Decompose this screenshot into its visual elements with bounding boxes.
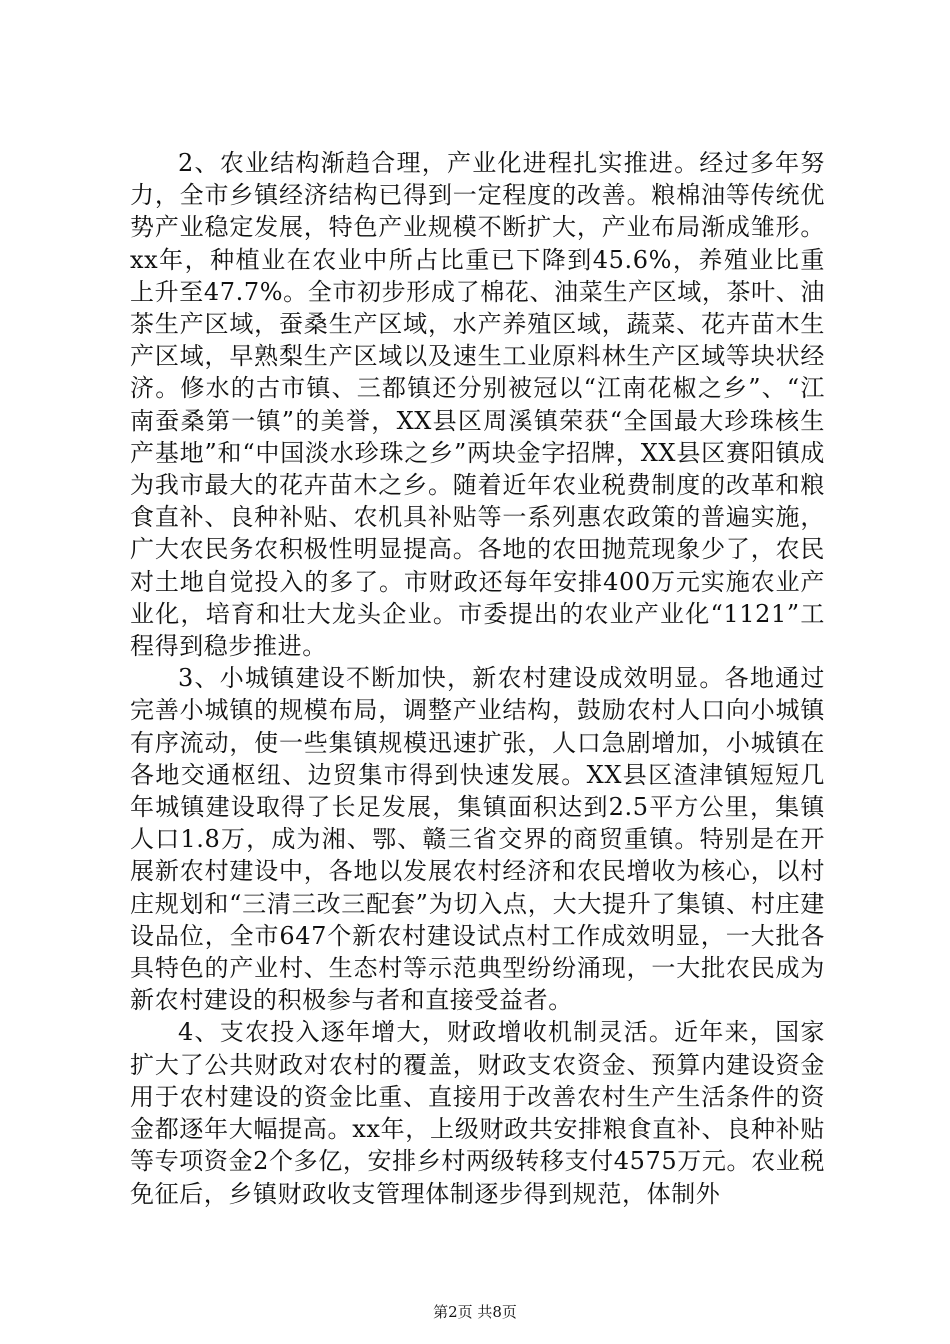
paragraph-agriculture-structure: 2、农业结构渐趋合理，产业化进程扎实推进。经过多年努力，全市乡镇经济结构已得到一定程度的改善。粮棉油等传统优势产业稳定发展，特色产业规模不断扩大，产业布局渐成雏形。xx年，种植业在农业中所占比重已下降到45.6%，养殖业比重上升至47.7%。全市初步形成了棉花、油菜生产区域，茶叶、油茶生产区域，蚕桑生产区域，水产养殖区域，蔬菜、花卉苗木生产区域，早熟梨生产区域以及速生工业原料林生产区域等块状经济。修水的古市镇、三都镇还分别被冠以“江南花椒之乡”、“江南蚕桑第一镇”的美誉，XX县区周溪镇荣获“全国最大珍珠核生产基地”和“中国淡水珍珠之乡”两块金字招牌，XX县区赛阳镇成为我市最大的花卉苗木之乡。随着近年农业税费制度的改革和粮食直补、良种补贴、农机具补贴等一系列惠农政策的普遍实施，广大农民务农积极性明显提高。各地的农田抛荒现象少了，农民对土地自觉投入的多了。市财政还每年安排400万元实施农业产业化，培育和壮大龙头企业。市委提出的农业产业化“1121”工程得到稳步推进。 bbox=[130, 149, 825, 661]
paragraph-agricultural-investment: 4、支农投入逐年增大，财政增收机制灵活。近年来，国家扩大了公共财政对农村的覆盖，财政支农资金、预算内建设资金用于农村建设的资金比重、直接用于改善农村生产生活条件的资金都逐年大幅提高。xx年，上级财政共安排粮食直补、良种补贴等专项资金2个多亿，安排乡村两级转移支付4575万元。农业税免征后，乡镇财政收支管理体制逐步得到规范，体制外 bbox=[130, 1018, 825, 1208]
paragraph-small-town-construction: 3、小城镇建设不断加快，新农村建设成效明显。各地通过完善小城镇的规模布局，调整产业结构，鼓励农村人口向小城镇有序流动，使一些集镇规模迅速扩张，人口急剧增加，小城镇在各地交通枢纽、边贸集市得到快速发展。XX县区渣津镇短短几年城镇建设取得了长足发展，集镇面积达到2.5平方公里，集镇人口1.8万，成为湘、鄂、赣三省交界的商贸重镇。特别是在开展新农村建设中，各地以发展农村经济和农民增收为核心，以村庄规划和“三清三改三配套”为切入点，大大提升了集镇、村庄建设品位，全市647个新农村建设试点村工作成效明显，一大批各具特色的产业村、生态村等示范典型纷纷涌现，一大批农民成为新农村建设的积极参与者和直接受益者。 bbox=[130, 664, 825, 1015]
page-number-footer: 第2页 共8页 bbox=[433, 1303, 517, 1321]
document-body bbox=[130, 147, 825, 1210]
